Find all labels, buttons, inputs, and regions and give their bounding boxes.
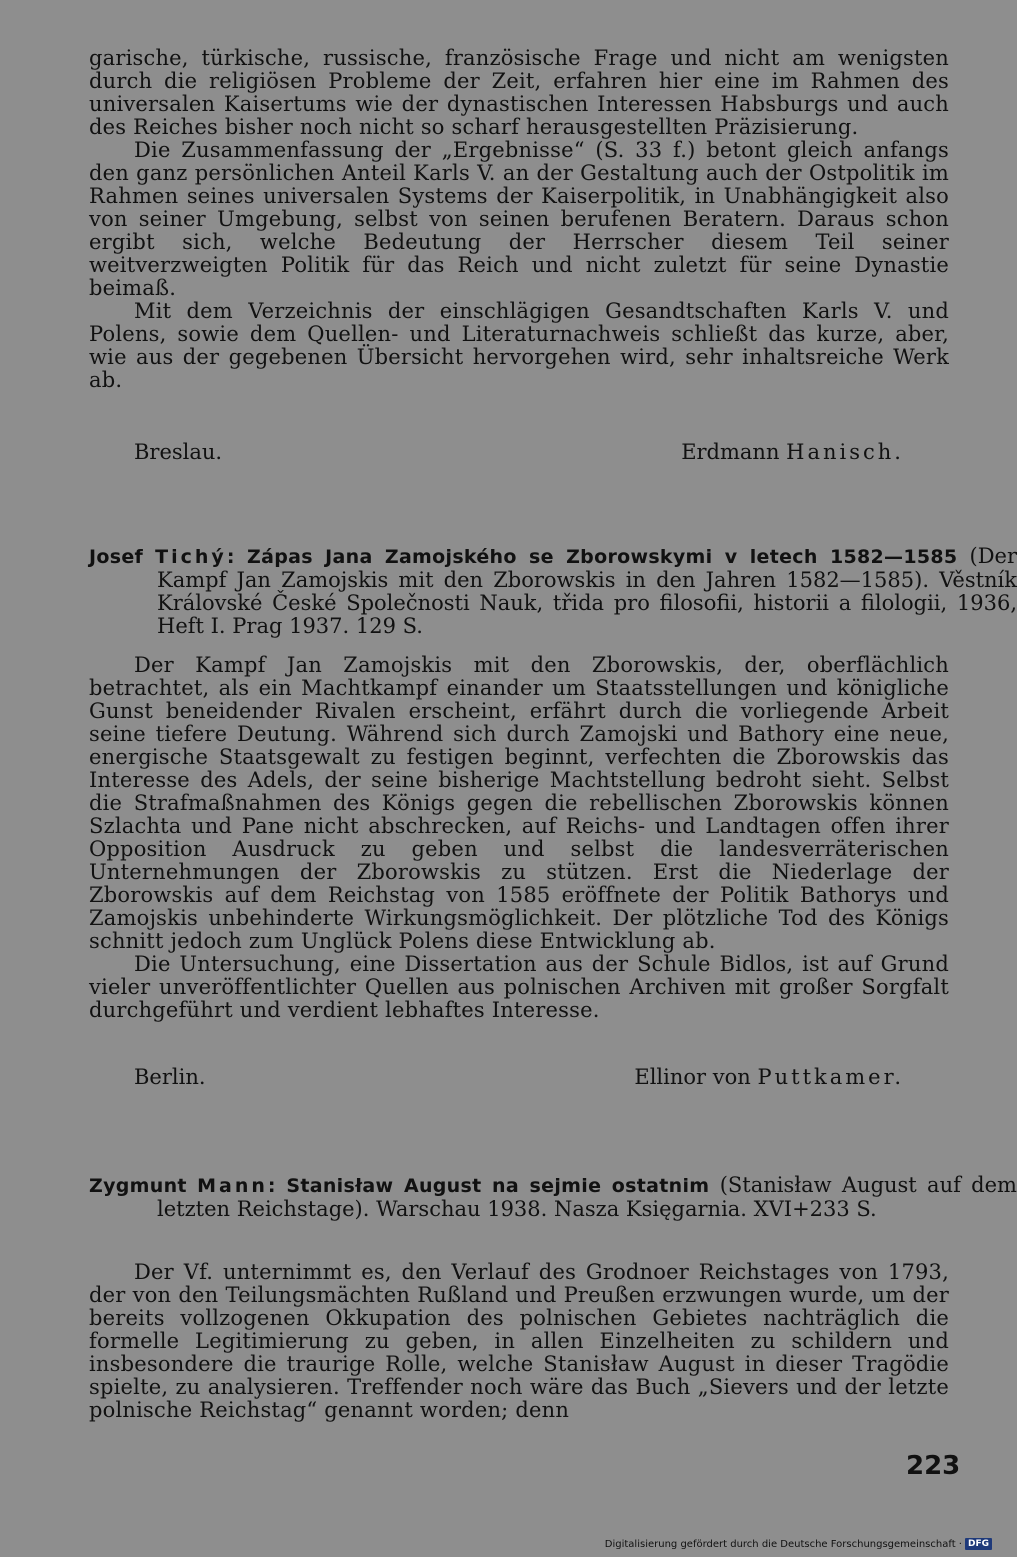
review1-city: Breslau. (134, 440, 223, 464)
review2-heading (89, 545, 1017, 638)
reviewer-first-name: Erdmann (681, 440, 780, 464)
digitization-footer (605, 1538, 992, 1550)
review2-author-last: Tichý (155, 546, 227, 568)
review2-title: : Zápas Jana Zamojského se Zborowskymi v letech 1582—1585 (226, 546, 958, 568)
dfg-logo-icon: DFG (965, 1538, 992, 1550)
review3-body (89, 1261, 949, 1422)
review3-author-last: Mann (197, 1175, 268, 1197)
review3-author-first: Zygmunt (89, 1175, 187, 1197)
review2-signature (89, 1066, 904, 1089)
review2-reviewer (634, 1066, 904, 1089)
review2-city: Berlin. (134, 1065, 206, 1089)
review2-author-first: Josef (89, 546, 144, 568)
review3-heading (89, 1174, 1017, 1221)
reviewer-first-name: Ellinor von (634, 1065, 751, 1089)
paragraph: garische, türkische, russische, französische Frage und nicht am wenigsten durch die religiösen Probleme der Zeit, erfahren hier eine im Rahmen des universalen Kaisertums wie der dynastischen Interessen Habsburgs und auch des Reiches bisher noch nicht so scharf herausgestellten Präzisierung. (89, 46, 949, 139)
paragraph: Der Kampf Jan Zamojskis mit den Zborowskis, der, oberflächlich betrachtet, als ein Machtkampf einander um Staatsstellungen und königliche Gunst beneidender Rivalen erscheint, erfährt durch die vorliegende Arbeit seine tiefere Deutung. Während sich durch Zamojski und Bathory eine neue, energische Staatsgewalt zu festigen beginnt, verfechten die Zborowskis das Interesse des Adels, der seine bisherige Machtstellung bedroht sieht. Selbst die Strafmaßnahmen des Königs gegen die rebellischen Zborowskis können Szlachta und Pane nicht abschrecken, auf Reichs- und Landtagen offen ihrer Opposition Ausdruck zu geben und selbst die landesverräterischen Unternehmungen der Zborowskis zu stützen. Erst die Niederlage der Zborowskis auf dem Reichstag von 1585 eröffnete der Politik Bathorys und Zamojskis unbehinderte Wirkungsmöglichkeit. Der plötzliche Tod des Königs schnitt jedoch zum Unglück Polens diese Entwicklung ab. (89, 653, 949, 953)
review2-body (89, 654, 949, 1022)
review1-body (89, 47, 949, 392)
review1-signature (89, 441, 904, 464)
paragraph: Die Zusammenfassung der „Ergebnisse“ (S. 33 f.) betont gleich anfangs den ganz persönlichen Anteil Karls V. an der Gestaltung auch der Ostpolitik im Rahmen seines universalen Systems der Kaiserpolitik, in Unabhängigkeit also von seiner Umgebung, selbst von seinen berufenen Beratern. Daraus schon ergibt sich, welche Bedeutung der Herrscher diesem Teil seiner weitverzweigten Politik für das Reich und nicht zuletzt für seine Dynastie beimaß. (89, 138, 949, 300)
reviewer-last-name: Hanisch. (786, 440, 904, 464)
page-number: 223 (906, 1451, 961, 1481)
review3-citation: (Stanisław August auf dem letzten Reichstage). Warschau 1938. Nasza Księgarnia. XVI+233 S. (157, 1173, 1017, 1221)
paragraph: Der Vf. unternimmt es, den Verlauf des Grodnoer Reichstages von 1793, der von den Teilungsmächten Rußland und Preußen erzwungen wurde, um der bereits vollzogenen Okkupation des polnischen Gebietes nachträglich die formelle Legitimierung zu geben, in allen Einzelheiten zu schildern und insbesondere die traurige Rolle, welche Stanisław August in dieser Tragödie spielte, zu analysieren. Treffender noch wäre das Buch „Sievers und der letzte polnische Reichstag“ genannt worden; denn (89, 1260, 949, 1422)
review1-reviewer (681, 441, 904, 464)
footer-text: Digitalisierung gefördert durch die Deutsche Forschungsgemeinschaft · (604, 1538, 962, 1550)
review2-citation: (Der Kampf Jan Zamojskis mit den Zborowskis in den Jahren 1582—1585). Věstník Královské České Společnosti Nauk, třida pro filosofii, historii a filologii, 1936, Heft I. Prag 1937. 129 S. (157, 544, 1017, 638)
reviewer-last-name: Puttkamer. (757, 1065, 904, 1089)
paragraph: Mit dem Verzeichnis der einschlägigen Gesandtschaften Karls V. und Polens, sowie dem Quellen- und Literaturnachweis schließt das kurze, aber, wie aus der gegebenen Übersicht hervorgehen wird, sehr inhaltsreiche Werk ab. (89, 299, 949, 392)
review3-title: : Stanisław August na sejmie ostatnim (267, 1175, 710, 1197)
paragraph: Die Untersuchung, eine Dissertation aus der Schule Bidlos, ist auf Grund vieler unveröffentlichter Quellen aus polnischen Archiven mit großer Sorgfalt durchgeführt und verdient lebhaftes Interesse. (89, 952, 949, 1022)
